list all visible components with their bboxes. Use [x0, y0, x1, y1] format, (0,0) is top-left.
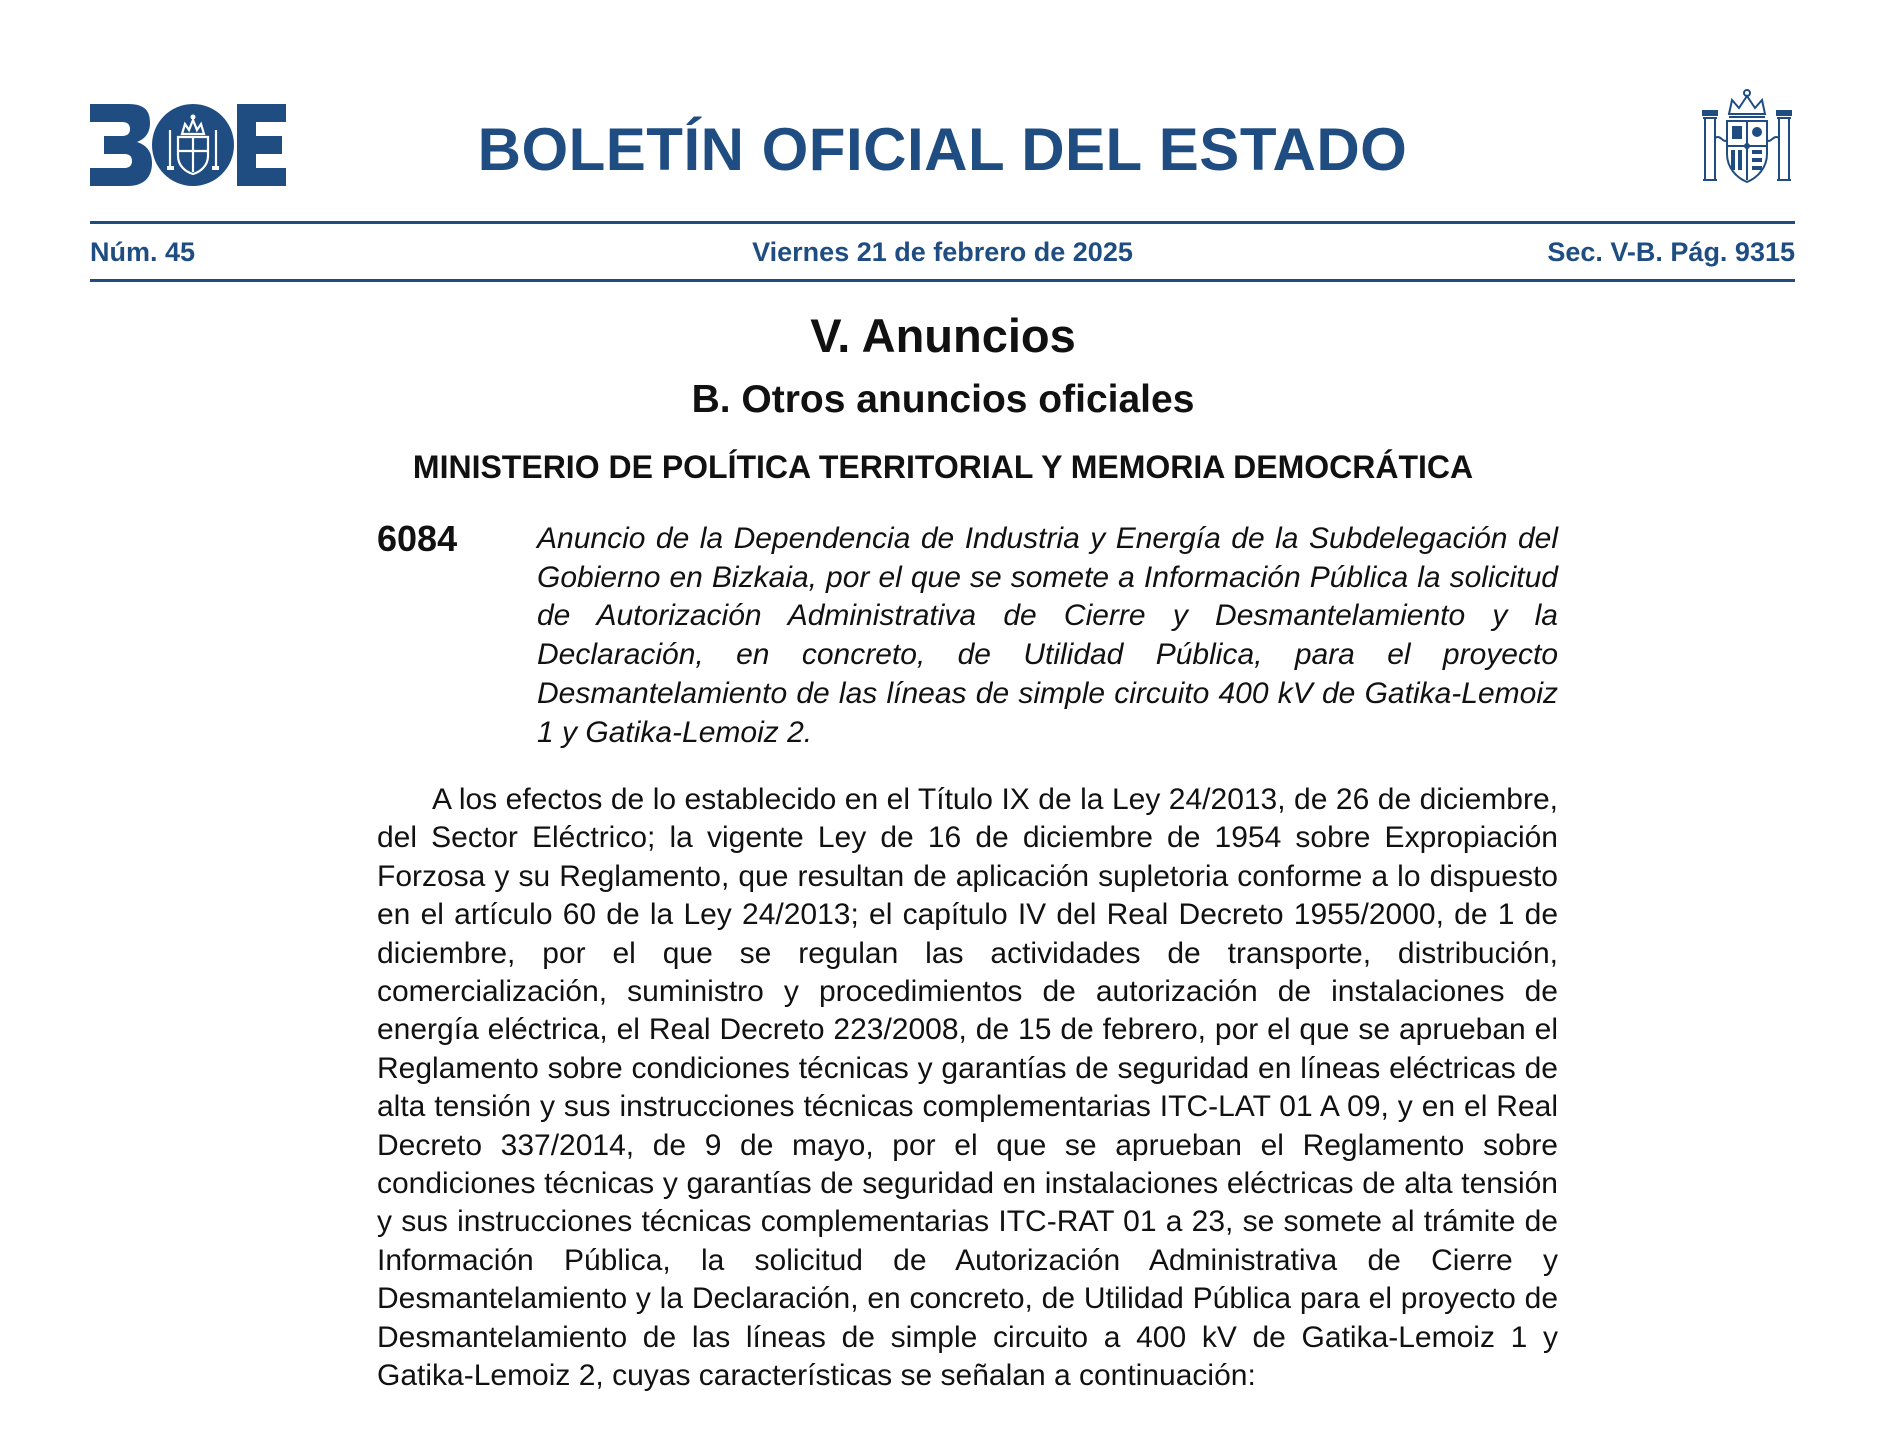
- coat-of-arms-icon: [1699, 88, 1795, 190]
- page-header: [90, 84, 1795, 194]
- announcement-body: A los efectos de lo establecido en el Título IX de la Ley 24/2013, de 26 de diciembre, del Sector Eléctrico; la vigente Ley de 16 de diciembre de 1954 sobre Expropiación Forzosa y su Reglamento, que resultan de aplicación supletoria conforme a lo dispuesto en el artículo 60 de la Ley 24/2013; el capítulo IV del Real Decreto 1955/2000, de 1 de diciembre, por el que se regulan las actividades de transporte, distribución, comercialización, suministro y procedimientos de autorización de instalaciones de energía eléctrica, el Real Decreto 223/2008, de 15 de febrero, por el que se aprueban el Reglamento sobre condiciones técnicas y garantías de seguridad en líneas eléctricas de alta tensión y sus instrucciones técnicas complementarias ITC-LAT 01 A 09, y en el Real Decreto 337/2014, de 9 de mayo, por el que se aprueban el Reglamento sobre condiciones técnicas y garantías de seguridad en instalaciones eléctricas de alta tensión y sus instrucciones técnicas complementarias ITC-RAT 01 a 23, se somete al trámite de Información Pública, la solicitud de Autorización Administrativa de Cierre y Desmantelamiento y la Declaración, en concreto, de Utilidad Pública para el proyecto de Desmantelamiento de las líneas de simple circuito a 400 kV de Gatika-Lemoiz 1 y Gatika-Lemoiz 2, cuyas características se señalan a continuación:: [377, 783, 1558, 1393]
- issue-number: Núm. 45: [90, 237, 196, 267]
- announcement-number: 6084: [377, 518, 458, 559]
- section-page: Sec. V-B. Pág. 9315: [1547, 237, 1795, 267]
- announcement-summary: Anuncio de la Dependencia de Industria y Energía de la Subdelegación del Gobierno en Bizkaia, por el que se somete a Información Pública la solicitud de Autorización Administrativa de Cierre y Desmantelamiento y la Declaración, en concreto, de Utilidad Pública, para el proyecto Desmantelamiento de las líneas de simple circuito 400 kV de Gatika-Lemoiz 1 y Gatika-Lemoiz 2.: [537, 522, 1558, 749]
- issue-date: Viernes 21 de febrero de 2025: [752, 237, 1133, 267]
- ministry-heading: MINISTERIO DE POLÍTICA TERRITORIAL Y MEMORIA DEMOCRÁTICA: [412, 449, 1474, 485]
- gazette-title: BOLETÍN OFICIAL DEL ESTADO: [477, 116, 1408, 183]
- subsection-title: B. Otros anuncios oficiales: [691, 378, 1195, 421]
- issue-meta-bar: [90, 221, 1795, 282]
- section-title: V. Anuncios: [810, 309, 1076, 362]
